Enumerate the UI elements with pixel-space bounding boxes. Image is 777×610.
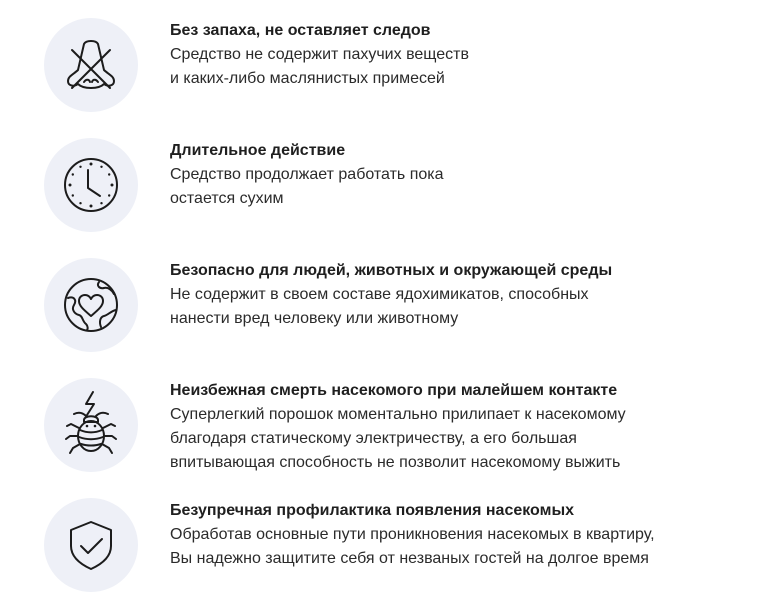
feature-title: Безупречная профилактика появления насекомых — [170, 502, 574, 519]
feature-description-line: остается сухим — [170, 190, 284, 207]
feature-description-line: Не содержит в своем составе ядохимикатов, способных — [170, 286, 589, 303]
earth-heart-icon — [44, 258, 138, 352]
clock-icon — [44, 138, 138, 232]
feature-description-line: Средство не содержит пахучих веществ — [170, 46, 469, 63]
feature-title: Длительное действие — [170, 142, 346, 159]
feature-item-insect-death — [0, 378, 777, 478]
feature-text — [170, 140, 770, 211]
feature-text — [170, 500, 770, 571]
shield-check-icon — [44, 498, 138, 592]
feature-title: Без запаха, не оставляет следов — [170, 22, 431, 39]
feature-description-line: Средство продолжает работать пока — [170, 166, 444, 183]
feature-description-line: и каких-либо маслянистых примесей — [170, 70, 445, 87]
feature-item-prevention — [0, 498, 777, 598]
feature-text — [170, 20, 770, 91]
feature-description-line: благодаря статическому электричеству, а его большая — [170, 430, 577, 447]
feature-text — [170, 380, 770, 475]
feature-description-line: Обработав основные пути проникновения насекомых в квартиру, — [170, 526, 655, 543]
feature-description-line: впитывающая способность не позволит насекомому выжить — [170, 454, 621, 471]
feature-item-no-smell — [0, 18, 777, 118]
feature-text — [170, 260, 770, 331]
feature-description-line: Суперлегкий порошок моментально прилипает к насекомому — [170, 406, 626, 423]
feature-description-line: Вы надежно защитите себя от незваных гостей на долгое время — [170, 550, 649, 567]
feature-description-line: нанести вред человеку или животному — [170, 310, 459, 327]
feature-item-long-action — [0, 138, 777, 238]
feature-title: Неизбежная смерть насекомого при малейшем контакте — [170, 382, 618, 399]
feature-item-safe — [0, 258, 777, 358]
feature-title: Безопасно для людей, животных и окружающей среды — [170, 262, 613, 279]
no-smell-icon — [44, 18, 138, 112]
bug-lightning-icon — [44, 378, 138, 472]
